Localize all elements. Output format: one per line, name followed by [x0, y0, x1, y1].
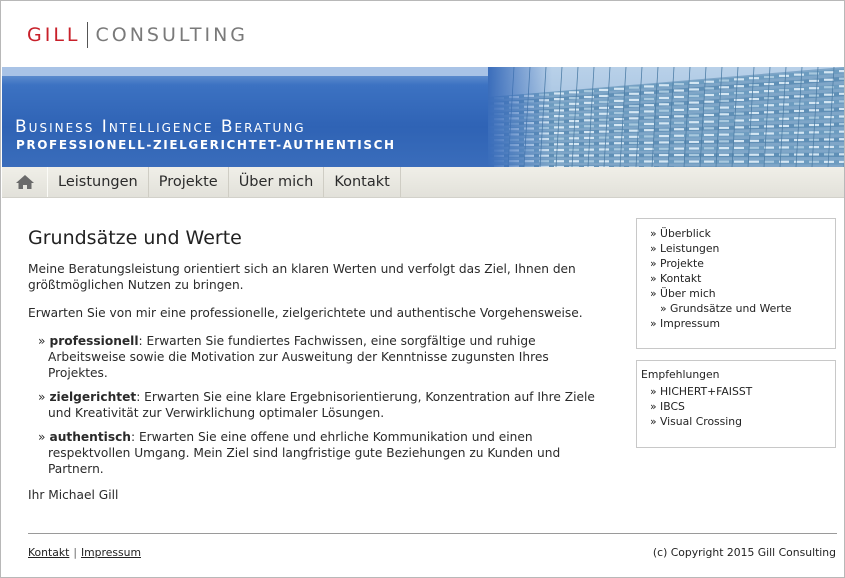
bullet-marker: » [38, 430, 46, 444]
value-text: : Erwarten Sie eine offene und ehrliche Kommunikation und einen respektvollen Umgang. Mein Ziel sind langfristige gute Beziehungen zu Kunden und Partnern. [48, 430, 561, 476]
value-item-professionell [38, 333, 603, 381]
sidebar-item-ueber-mich[interactable]: » Über mich [650, 287, 716, 300]
nav-item-leistungen[interactable]: Leistungen [48, 167, 149, 197]
footer-link-kontakt[interactable]: Kontakt [28, 546, 70, 559]
recommendations-list [637, 382, 835, 429]
lead-paragraph: Erwarten Sie von mir eine professionelle, zielgerichtete und authentische Vorgehensweise. [28, 306, 583, 320]
gill-consulting-logo[interactable] [27, 22, 248, 48]
logo-consulting-text: CONSULTING [95, 24, 249, 46]
sidebar-item-ueberblick[interactable]: » Überblick [650, 227, 711, 240]
sidebar-item-kontakt[interactable]: » Kontakt [650, 272, 702, 285]
values-list [28, 333, 603, 477]
footer-divider [28, 533, 837, 534]
page-title: Grundsätze und Werte [28, 227, 242, 249]
nav-home-button[interactable] [2, 167, 48, 197]
banner-title: Business Intelligence Beratung [15, 117, 306, 137]
main-content [28, 227, 603, 515]
sidebar-navigation-box [636, 218, 836, 349]
value-text: : Erwarten Sie fundiertes Fachwissen, eine sorgfältige und ruhige Arbeitsweise sowie die Motivation zur Ausweitung der Kenntnisse zugunsten Ihres Projektes. [48, 334, 549, 380]
footer-links [28, 546, 141, 559]
value-term: zielgerichtet [49, 390, 137, 404]
recommend-link-hichert-faisst[interactable]: » HICHERT+FAISST [650, 385, 753, 398]
recommend-link-ibcs[interactable]: » IBCS [650, 400, 685, 413]
logo-divider [87, 22, 88, 48]
main-navigation [2, 167, 844, 198]
sidebar-nav-list [637, 219, 835, 331]
signature: Ihr Michael Gill [28, 488, 119, 502]
logo-gill-text: GILL [27, 24, 81, 46]
footer-link-impressum[interactable]: Impressum [80, 546, 141, 559]
footer-separator: | [73, 546, 77, 559]
banner-subtitle: PROFESSIONELL-ZIELGERICHTET-AUTHENTISCH [16, 138, 396, 152]
building-facade-image [488, 67, 844, 167]
value-term: professionell [49, 334, 139, 348]
value-term: authentisch [49, 430, 131, 444]
home-icon [15, 174, 35, 190]
recommend-link-visual-crossing[interactable]: » Visual Crossing [650, 415, 742, 428]
recommendations-heading: Empfehlungen [641, 368, 720, 381]
sidebar-item-projekte[interactable]: » Projekte [650, 257, 704, 270]
sidebar-item-impressum[interactable]: » Impressum [650, 317, 721, 330]
nav-item-projekte[interactable]: Projekte [149, 167, 229, 197]
header-banner [2, 67, 844, 167]
value-text: : Erwarten Sie eine klare Ergebnisorientierung, Konzentration auf Ihre Ziele und Kreativität zur Verwirklichung optimaler Lösungen. [48, 390, 595, 420]
sidebar-recommendations-box [636, 360, 836, 448]
value-item-authentisch [38, 429, 603, 477]
footer-copyright: (c) Copyright 2015 Gill Consulting [652, 546, 836, 559]
bullet-marker: » [38, 334, 46, 348]
intro-paragraph: Meine Beratungsleistung orientiert sich an klaren Werten und verfolgt das Ziel, Ihnen den größtmöglichen Nutzen zu bringen. [28, 262, 576, 292]
bullet-marker: » [38, 390, 46, 404]
value-item-zielgerichtet [38, 389, 603, 421]
nav-item-ueber-mich[interactable]: Über mich [229, 167, 325, 197]
sidebar-item-leistungen[interactable]: » Leistungen [650, 242, 720, 255]
nav-item-kontakt[interactable]: Kontakt [324, 167, 401, 197]
sidebar-item-grundsaetze[interactable]: » Grundsätze und Werte [660, 302, 792, 315]
